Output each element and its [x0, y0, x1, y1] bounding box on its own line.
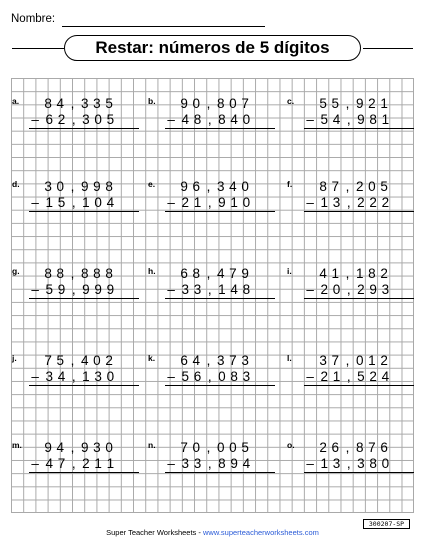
digit: 8 [93, 266, 101, 281]
minuend [178, 266, 251, 281]
subtrahend-row [29, 282, 116, 297]
subtrahend-row [165, 369, 252, 384]
digit: 9 [180, 96, 188, 111]
digit: 8 [80, 266, 89, 281]
digit: 4 [106, 195, 115, 210]
problem-h [147, 265, 281, 325]
problem-label: d. [12, 179, 20, 189]
subtrahend-row [29, 456, 116, 471]
answer-line [304, 472, 414, 473]
problem-g [11, 265, 145, 325]
digit: 2 [369, 195, 377, 210]
answer-line [304, 385, 414, 386]
digit: 0 [94, 112, 102, 127]
digit: 0 [229, 96, 237, 111]
digit: 7 [331, 353, 340, 368]
problem-o [286, 439, 420, 499]
digit: 3 [181, 282, 190, 297]
subtrahend-row [304, 195, 391, 210]
title-rule-left [12, 48, 64, 49]
name-field-line[interactable] [62, 26, 265, 27]
digit: 3 [93, 96, 101, 111]
minus-sign: – [31, 112, 39, 127]
footer [0, 528, 425, 537]
problem-j [11, 352, 145, 412]
minus-sign: – [31, 456, 39, 471]
digit: 9 [355, 96, 364, 111]
digit: 3 [45, 369, 54, 384]
digit: 7 [368, 440, 376, 455]
digit: 3 [193, 282, 202, 297]
minuend [178, 179, 251, 194]
digit: 0 [355, 353, 364, 368]
comma: , [206, 353, 211, 368]
comma: , [70, 353, 75, 368]
digit: 4 [56, 96, 65, 111]
digit: 6 [45, 112, 54, 127]
problem-label: l. [287, 353, 292, 363]
digit: 1 [380, 96, 388, 111]
problem-label: h. [148, 266, 156, 276]
digit: 8 [56, 266, 65, 281]
digit: 8 [230, 369, 238, 384]
digit: 3 [216, 353, 225, 368]
digit: 5 [319, 96, 327, 111]
comma: , [346, 282, 351, 297]
answer-line [304, 128, 414, 129]
answer-line [165, 298, 275, 299]
minuend [42, 96, 115, 111]
minus-sign: – [31, 195, 39, 210]
digit: 1 [355, 266, 364, 281]
comma: , [207, 195, 212, 210]
digit: 1 [230, 195, 238, 210]
subtrahend [177, 112, 252, 127]
problem-label: j. [12, 353, 17, 363]
answer-line [165, 385, 275, 386]
digit: 5 [380, 179, 388, 194]
problem-label: b. [148, 96, 156, 106]
digit: 6 [180, 353, 188, 368]
digit: 0 [229, 440, 237, 455]
digit: 4 [230, 112, 238, 127]
digit: 9 [80, 179, 89, 194]
digit: 8 [192, 266, 201, 281]
minus-sign: – [306, 195, 314, 210]
digit: 3 [80, 96, 89, 111]
problem-l [286, 352, 420, 412]
digit: 5 [45, 282, 54, 297]
minus-sign: – [167, 282, 175, 297]
comma: , [207, 282, 212, 297]
comma: , [70, 96, 75, 111]
digit: 6 [331, 440, 340, 455]
digit: 3 [216, 179, 225, 194]
digit: 6 [180, 266, 188, 281]
digit: 0 [192, 440, 201, 455]
answer-line [304, 211, 414, 212]
digit: 8 [368, 266, 376, 281]
digit: 8 [44, 96, 52, 111]
digit: 2 [357, 195, 365, 210]
minuend [178, 96, 251, 111]
title-rule-right [363, 48, 413, 49]
problem-label: n. [148, 440, 156, 450]
minus-sign: – [167, 456, 175, 471]
subtrahend [316, 282, 391, 297]
comma: , [70, 266, 75, 281]
digit: 8 [355, 440, 364, 455]
comma: , [207, 369, 212, 384]
subtrahend-row [304, 282, 391, 297]
minus-sign: – [31, 369, 39, 384]
digit: 0 [216, 440, 225, 455]
minuend [317, 96, 390, 111]
minus-sign: – [306, 112, 314, 127]
minuend [317, 440, 390, 455]
subtrahend [316, 456, 391, 471]
digit: 1 [218, 282, 226, 297]
comma: , [346, 369, 351, 384]
digit: 9 [369, 282, 377, 297]
minus-sign: – [306, 369, 314, 384]
answer-line [29, 385, 139, 386]
problem-i [286, 265, 420, 325]
subtrahend [41, 369, 116, 384]
digit: 5 [181, 369, 190, 384]
subtrahend [41, 195, 116, 210]
problem-e [147, 178, 281, 238]
digit: 3 [319, 353, 327, 368]
digit: 2 [82, 456, 90, 471]
subtrahend [316, 195, 391, 210]
worksheet-code: 300207-SP [363, 519, 410, 529]
answer-line [29, 128, 139, 129]
subtrahend-row [304, 112, 391, 127]
digit: 9 [93, 179, 101, 194]
problem-label: a. [12, 96, 20, 106]
digit: 4 [332, 112, 341, 127]
digit: 2 [320, 369, 329, 384]
answer-line [29, 472, 139, 473]
digit: 0 [94, 195, 102, 210]
problem-n [147, 439, 281, 499]
digit: 9 [44, 440, 52, 455]
digit: 3 [93, 440, 101, 455]
digit: 0 [105, 440, 113, 455]
answer-line [165, 472, 275, 473]
digit: 8 [105, 266, 113, 281]
digit: 6 [193, 369, 202, 384]
digit: 2 [368, 96, 376, 111]
minus-sign: – [167, 195, 175, 210]
comma: , [71, 456, 76, 471]
digit: 5 [57, 195, 66, 210]
digit: 2 [381, 195, 390, 210]
digit: 4 [381, 369, 390, 384]
comma: , [346, 456, 351, 471]
minus-sign: – [31, 282, 39, 297]
minuend [178, 440, 251, 455]
comma: , [207, 112, 212, 127]
digit: 0 [242, 195, 251, 210]
digit: 4 [319, 266, 327, 281]
digit: 1 [82, 369, 90, 384]
subtrahend [177, 195, 252, 210]
digit: 7 [241, 96, 249, 111]
comma: , [71, 369, 76, 384]
problem-c [286, 95, 420, 155]
digit: 9 [106, 282, 115, 297]
digit: 2 [380, 353, 388, 368]
digit: 8 [44, 266, 52, 281]
digit: 4 [80, 353, 89, 368]
comma: , [345, 179, 350, 194]
comma: , [346, 195, 351, 210]
digit: 7 [44, 353, 52, 368]
problem-label: i. [287, 266, 292, 276]
comma: , [206, 266, 211, 281]
digit: 4 [56, 440, 65, 455]
digit: 0 [242, 112, 251, 127]
digit: 1 [320, 456, 329, 471]
digit: 0 [192, 96, 201, 111]
subtrahend [41, 456, 116, 471]
subtrahend-row [304, 369, 391, 384]
digit: 3 [242, 369, 251, 384]
digit: 4 [57, 369, 66, 384]
digit: 8 [216, 96, 225, 111]
worksheet-title: Restar: números de 5 dígitos [64, 35, 361, 61]
digit: 8 [218, 112, 226, 127]
subtrahend-row [29, 369, 116, 384]
name-label: Nombre: [11, 13, 56, 25]
digit: 0 [218, 369, 226, 384]
digit: 5 [241, 440, 249, 455]
problem-a [11, 95, 145, 155]
comma: , [70, 179, 75, 194]
digit: 6 [192, 179, 201, 194]
comma: , [206, 96, 211, 111]
subtrahend-row [165, 112, 252, 127]
digit: 1 [331, 266, 340, 281]
digit: 1 [332, 369, 341, 384]
comma: , [345, 440, 350, 455]
digit: 9 [357, 112, 365, 127]
digit: 7 [229, 353, 237, 368]
digit: 5 [106, 112, 115, 127]
digit: 1 [82, 195, 90, 210]
subtrahend-row [165, 282, 252, 297]
digit: 0 [368, 179, 376, 194]
problem-label: m. [12, 440, 22, 450]
minus-sign: – [167, 112, 175, 127]
subtrahend [177, 456, 252, 471]
digit: 8 [369, 112, 377, 127]
digit: 4 [181, 112, 190, 127]
digit: 3 [357, 456, 365, 471]
subtrahend-row [29, 195, 116, 210]
minus-sign: – [167, 369, 175, 384]
minuend [317, 353, 390, 368]
digit: 5 [105, 96, 113, 111]
digit: 2 [105, 353, 113, 368]
digit: 9 [94, 282, 102, 297]
digit: 3 [94, 369, 102, 384]
digit: 2 [181, 195, 190, 210]
digit: 2 [319, 440, 327, 455]
digit: 1 [320, 195, 329, 210]
digit: 0 [93, 353, 101, 368]
comma: , [207, 456, 212, 471]
minuend [42, 179, 115, 194]
digit: 9 [82, 282, 90, 297]
digit: 3 [193, 456, 202, 471]
answer-line [304, 298, 414, 299]
digit: 9 [80, 440, 89, 455]
problem-k [147, 352, 281, 412]
digit: 2 [57, 112, 66, 127]
footer-separator: - [196, 528, 203, 537]
comma: , [70, 440, 75, 455]
minus-sign: – [306, 456, 314, 471]
digit: 1 [193, 195, 202, 210]
problem-d [11, 178, 145, 238]
answer-line [165, 128, 275, 129]
digit: 3 [44, 179, 52, 194]
subtrahend [41, 282, 116, 297]
problem-m [11, 439, 145, 499]
problem-f [286, 178, 420, 238]
minuend [42, 353, 115, 368]
answer-line [29, 211, 139, 212]
digit: 2 [320, 282, 329, 297]
problem-b [147, 95, 281, 155]
comma: , [206, 440, 211, 455]
digit: 4 [229, 179, 237, 194]
digit: 1 [106, 456, 115, 471]
digit: 2 [369, 369, 377, 384]
comma: , [346, 112, 351, 127]
digit: 3 [82, 112, 90, 127]
graph-paper-grid [11, 78, 414, 513]
subtrahend [316, 369, 391, 384]
subtrahend [41, 112, 116, 127]
digit: 0 [56, 179, 65, 194]
digit: 5 [320, 112, 329, 127]
digit: 8 [369, 456, 377, 471]
digit: 8 [242, 282, 251, 297]
subtrahend-row [29, 112, 116, 127]
digit: 2 [380, 266, 388, 281]
digit: 4 [45, 456, 54, 471]
comma: , [71, 195, 76, 210]
digit: 0 [332, 282, 341, 297]
digit: 1 [368, 353, 376, 368]
problem-label: k. [148, 353, 156, 363]
digit: 3 [332, 456, 341, 471]
digit: 7 [229, 266, 237, 281]
comma: , [71, 282, 76, 297]
digit: 3 [241, 353, 249, 368]
subtrahend [316, 112, 391, 127]
digit: 9 [57, 282, 66, 297]
subtrahend [177, 282, 252, 297]
problem-label: o. [287, 440, 295, 450]
digit: 3 [332, 195, 341, 210]
digit: 4 [192, 353, 201, 368]
digit: 8 [105, 179, 113, 194]
digit: 6 [380, 440, 388, 455]
footer-brand: Super Teacher Worksheets [106, 528, 197, 537]
digit: 1 [45, 195, 54, 210]
digit: 7 [180, 440, 188, 455]
comma: , [71, 112, 76, 127]
digit: 0 [241, 179, 249, 194]
digit: 9 [218, 195, 226, 210]
minuend [178, 353, 251, 368]
digit: 8 [319, 179, 327, 194]
digit: 3 [181, 456, 190, 471]
digit: 0 [106, 369, 115, 384]
digit: 8 [218, 456, 226, 471]
comma: , [206, 179, 211, 194]
digit: 3 [381, 282, 390, 297]
digit: 1 [94, 456, 102, 471]
digit: 8 [193, 112, 202, 127]
digit: 9 [241, 266, 249, 281]
footer-url-link[interactable]: www.superteacherworksheets.com [202, 528, 319, 537]
minuend [317, 179, 390, 194]
digit: 5 [56, 353, 65, 368]
answer-line [29, 298, 139, 299]
minuend [42, 440, 115, 455]
minuend [42, 266, 115, 281]
digit: 2 [355, 179, 364, 194]
digit: 5 [331, 96, 340, 111]
problem-label: f. [287, 179, 293, 189]
subtrahend-row [165, 195, 252, 210]
digit: 7 [57, 456, 66, 471]
digit: 4 [242, 456, 251, 471]
comma: , [345, 266, 350, 281]
digit: 5 [357, 369, 365, 384]
digit: 9 [180, 179, 188, 194]
subtrahend-row [304, 456, 391, 471]
problem-label: e. [148, 179, 156, 189]
comma: , [345, 96, 350, 111]
digit: 9 [230, 456, 238, 471]
digit: 4 [216, 266, 225, 281]
minus-sign: – [306, 282, 314, 297]
digit: 1 [381, 112, 390, 127]
answer-line [165, 211, 275, 212]
digit: 0 [381, 456, 390, 471]
problem-label: c. [287, 96, 295, 106]
subtrahend-row [165, 456, 252, 471]
comma: , [345, 353, 350, 368]
digit: 7 [331, 179, 340, 194]
subtrahend [177, 369, 252, 384]
digit: 4 [230, 282, 238, 297]
digit: 2 [357, 282, 365, 297]
minuend [317, 266, 390, 281]
problem-label: g. [12, 266, 20, 276]
